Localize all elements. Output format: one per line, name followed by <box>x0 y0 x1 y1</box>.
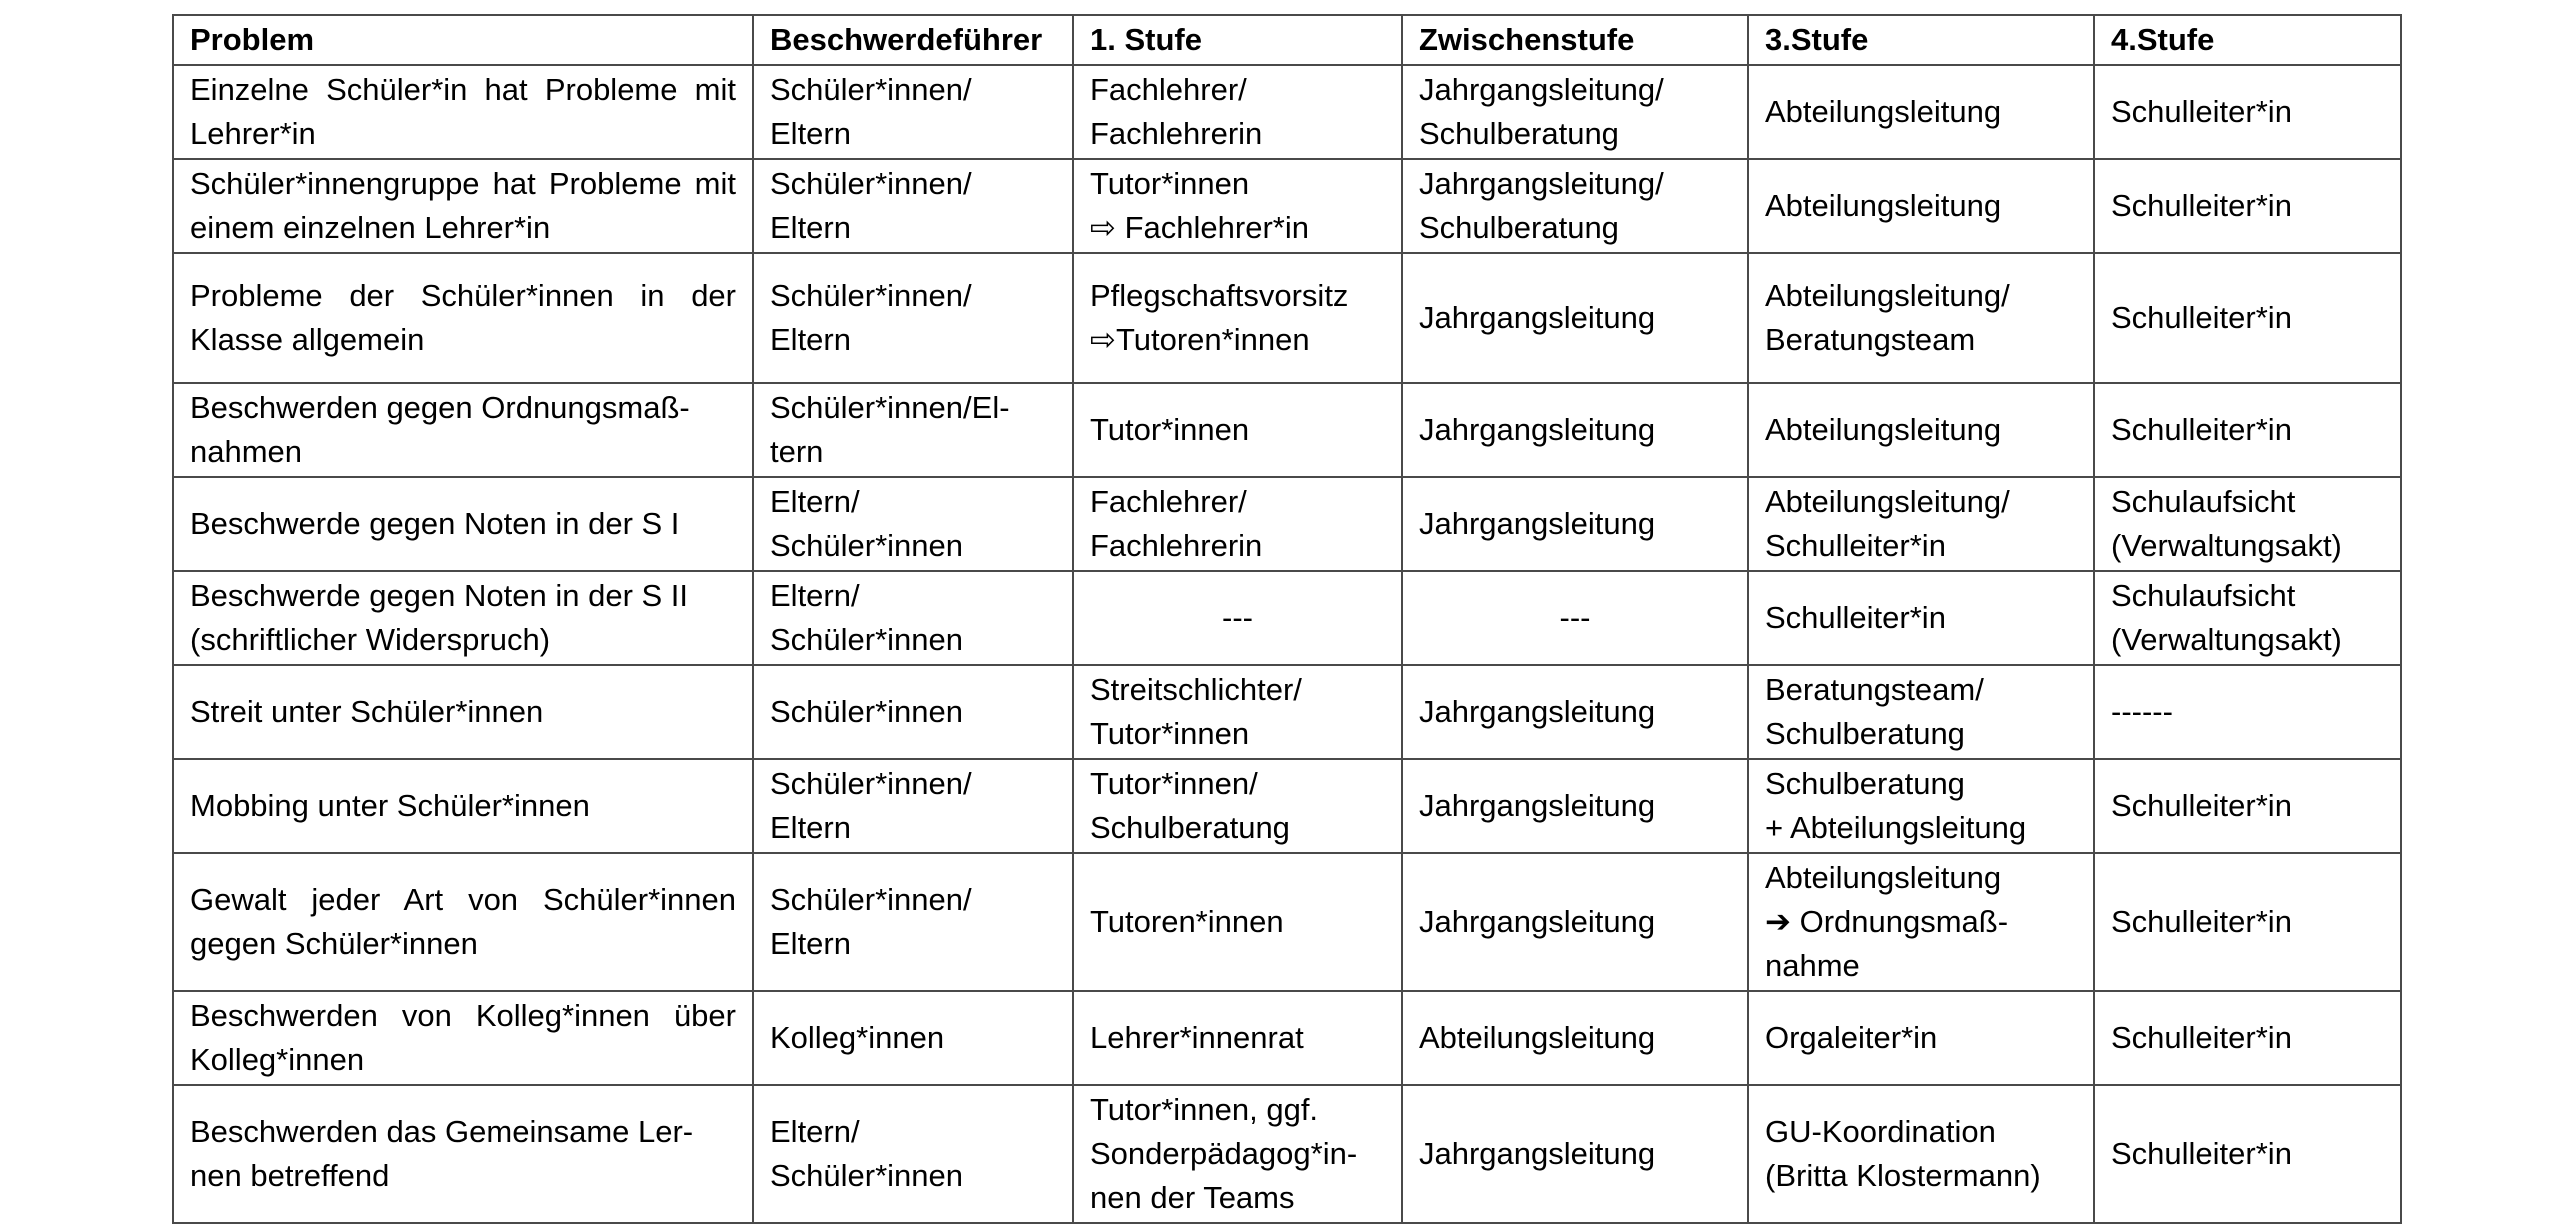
beschwerdefuehrer-cell: Schüler*innen/ Eltern <box>753 65 1073 159</box>
problem-cell: Gewalt jeder Art von Schüler*innen gegen Schüler*innen <box>173 853 753 991</box>
stufe-1-cell: Fachlehrer/ Fachlehrerin <box>1073 477 1402 571</box>
table-row <box>173 991 2401 1085</box>
stufe-4-cell: Schulleiter*in <box>2094 1085 2401 1223</box>
stufe-3-cell: Abteilungsleitung <box>1748 65 2094 159</box>
zwischenstufe-cell: Jahrgangsleitung <box>1402 383 1748 477</box>
stufe-1-cell: Tutor*innen, ggf. Sonderpädagog*in- nen der Teams <box>1073 1085 1402 1223</box>
header-problem: Problem <box>173 15 753 65</box>
stufe-4-cell: Schulleiter*in <box>2094 253 2401 383</box>
table-row <box>173 853 2401 991</box>
stufe-3-cell: Orgaleiter*in <box>1748 991 2094 1085</box>
complaint-procedure-table <box>172 14 2402 1224</box>
stufe-1-cell: Tutor*innen/ Schulberatung <box>1073 759 1402 853</box>
beschwerdefuehrer-cell: Eltern/ Schüler*innen <box>753 477 1073 571</box>
table-header-row <box>173 15 2401 65</box>
zwischenstufe-cell: --- <box>1402 571 1748 665</box>
stufe-4-cell: Schulleiter*in <box>2094 383 2401 477</box>
stufe-4-cell: Schulleiter*in <box>2094 991 2401 1085</box>
table-row <box>173 1085 2401 1223</box>
table-row <box>173 159 2401 253</box>
header-stufe-1: 1. Stufe <box>1073 15 1402 65</box>
stufe-3-cell: Abteilungsleitung <box>1748 383 2094 477</box>
stufe-4-cell: Schulaufsicht (Verwaltungsakt) <box>2094 571 2401 665</box>
beschwerdefuehrer-cell: Schüler*innen <box>753 665 1073 759</box>
stufe-1-cell: --- <box>1073 571 1402 665</box>
zwischenstufe-cell: Abteilungsleitung <box>1402 991 1748 1085</box>
header-stufe-4: 4.Stufe <box>2094 15 2401 65</box>
zwischenstufe-cell: Jahrgangsleitung <box>1402 1085 1748 1223</box>
stufe-1-cell: Lehrer*innenrat <box>1073 991 1402 1085</box>
header-zwischenstufe: Zwischenstufe <box>1402 15 1748 65</box>
header-stufe-3: 3.Stufe <box>1748 15 2094 65</box>
problem-cell: Beschwerde gegen Noten in der S II (schriftlicher Widerspruch) <box>173 571 753 665</box>
beschwerdefuehrer-cell: Schüler*innen/ Eltern <box>753 253 1073 383</box>
table-row <box>173 571 2401 665</box>
table-row <box>173 253 2401 383</box>
problem-cell: Schüler*innengruppe hat Probleme mit einem einzelnen Lehrer*in <box>173 159 753 253</box>
stufe-3-cell: GU-Koordination (Britta Klostermann) <box>1748 1085 2094 1223</box>
stufe-4-cell: Schulleiter*in <box>2094 759 2401 853</box>
zwischenstufe-cell: Jahrgangsleitung <box>1402 477 1748 571</box>
beschwerdefuehrer-cell: Schüler*innen/ Eltern <box>753 853 1073 991</box>
zwischenstufe-cell: Jahrgangsleitung/ Schulberatung <box>1402 65 1748 159</box>
stufe-1-cell: Pflegschaftsvorsitz ⇨Tutoren*innen <box>1073 253 1402 383</box>
stufe-4-cell: Schulleiter*in <box>2094 853 2401 991</box>
problem-cell: Einzelne Schüler*in hat Probleme mit Lehrer*in <box>173 65 753 159</box>
stufe-3-cell: Beratungsteam/ Schulberatung <box>1748 665 2094 759</box>
stufe-1-cell: Tutoren*innen <box>1073 853 1402 991</box>
stufe-3-cell: Abteilungsleitung ➔ Ordnungsmaß- nahme <box>1748 853 2094 991</box>
stufe-3-cell: Abteilungsleitung/ Beratungsteam <box>1748 253 2094 383</box>
beschwerdefuehrer-cell: Eltern/ Schüler*innen <box>753 571 1073 665</box>
problem-cell: Beschwerden von Kolleg*innen über Kolleg*innen <box>173 991 753 1085</box>
stufe-1-cell: Fachlehrer/ Fachlehrerin <box>1073 65 1402 159</box>
problem-cell: Beschwerden gegen Ordnungsmaß- nahmen <box>173 383 753 477</box>
table-row <box>173 665 2401 759</box>
stufe-1-cell: Tutor*innen ⇨ Fachlehrer*in <box>1073 159 1402 253</box>
beschwerdefuehrer-cell: Schüler*innen/ Eltern <box>753 159 1073 253</box>
stufe-1-cell: Streitschlichter/ Tutor*innen <box>1073 665 1402 759</box>
stufe-3-cell: Abteilungsleitung/ Schulleiter*in <box>1748 477 2094 571</box>
header-beschwerdefuehrer: Beschwerdeführer <box>753 15 1073 65</box>
table-row <box>173 383 2401 477</box>
stufe-3-cell: Schulleiter*in <box>1748 571 2094 665</box>
problem-cell: Streit unter Schüler*innen <box>173 665 753 759</box>
zwischenstufe-cell: Jahrgangsleitung/ Schulberatung <box>1402 159 1748 253</box>
stufe-4-cell: Schulaufsicht (Verwaltungsakt) <box>2094 477 2401 571</box>
problem-cell: Probleme der Schüler*innen in der Klasse allgemein <box>173 253 753 383</box>
problem-cell: Beschwerde gegen Noten in der S I <box>173 477 753 571</box>
zwischenstufe-cell: Jahrgangsleitung <box>1402 665 1748 759</box>
table-row <box>173 477 2401 571</box>
beschwerdefuehrer-cell: Kolleg*innen <box>753 991 1073 1085</box>
stufe-3-cell: Schulberatung + Abteilungsleitung <box>1748 759 2094 853</box>
stufe-4-cell: ------ <box>2094 665 2401 759</box>
problem-cell: Beschwerden das Gemeinsame Ler- nen betreffend <box>173 1085 753 1223</box>
zwischenstufe-cell: Jahrgangsleitung <box>1402 759 1748 853</box>
stufe-4-cell: Schulleiter*in <box>2094 159 2401 253</box>
beschwerdefuehrer-cell: Schüler*innen/El- tern <box>753 383 1073 477</box>
stufe-3-cell: Abteilungsleitung <box>1748 159 2094 253</box>
stufe-4-cell: Schulleiter*in <box>2094 65 2401 159</box>
table-row <box>173 759 2401 853</box>
beschwerdefuehrer-cell: Eltern/ Schüler*innen <box>753 1085 1073 1223</box>
zwischenstufe-cell: Jahrgangsleitung <box>1402 253 1748 383</box>
stufe-1-cell: Tutor*innen <box>1073 383 1402 477</box>
problem-cell: Mobbing unter Schüler*innen <box>173 759 753 853</box>
beschwerdefuehrer-cell: Schüler*innen/ Eltern <box>753 759 1073 853</box>
table-row <box>173 65 2401 159</box>
zwischenstufe-cell: Jahrgangsleitung <box>1402 853 1748 991</box>
